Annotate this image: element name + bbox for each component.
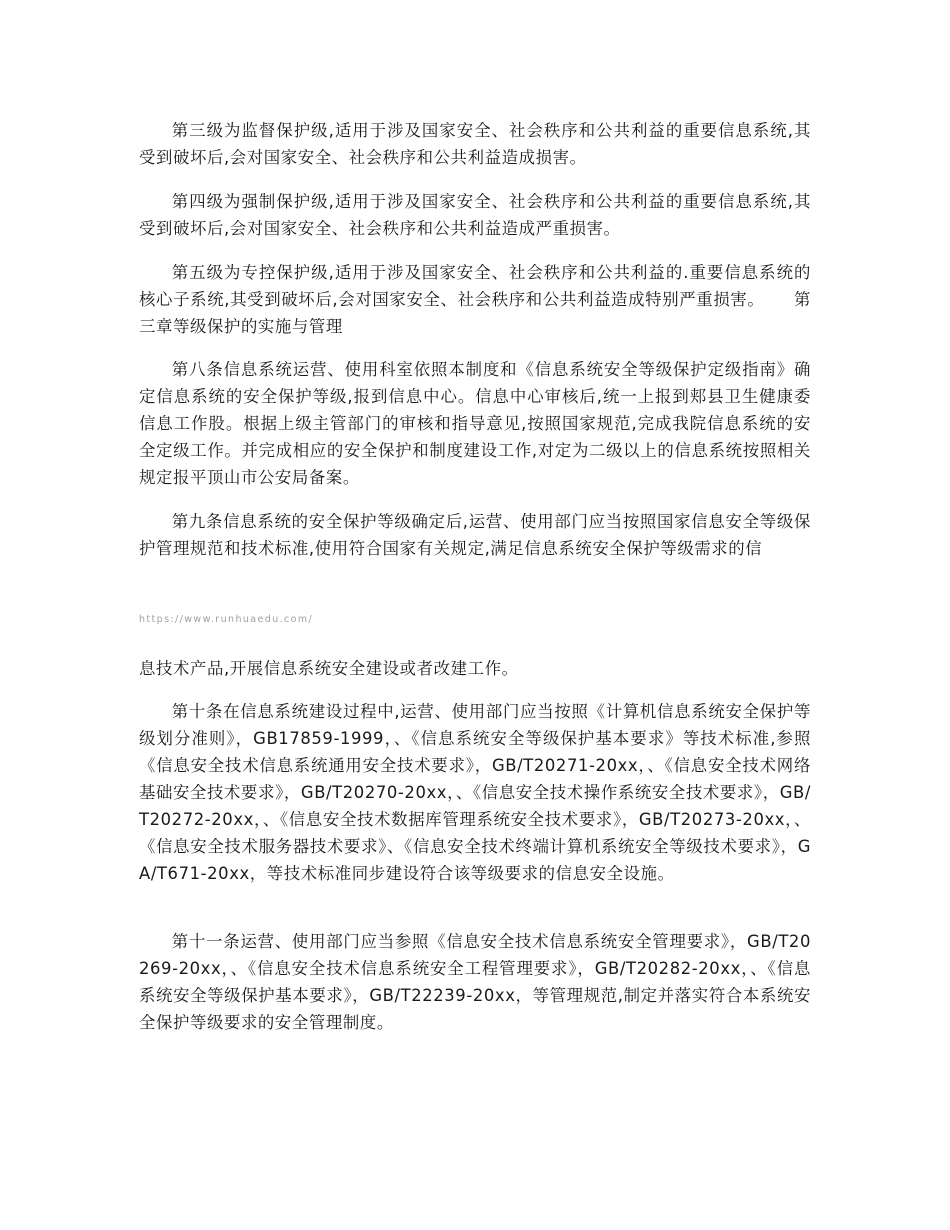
paragraph-article-11: [139, 928, 811, 1036]
paragraph-text: 第十一条运营、使用部门应当参照《信息安全技术信息系统安全管理要求》，GB/T20269-20xx，、《信息安全技术信息系统安全工程管理要求》，GB/T20282-20xx，、《信息系统安全等级保护基本要求》，GB/T22239-20xx，等管理规范,制定并落实符合本系统安全保护等级要求的安全管理制度。: [139, 932, 811, 1032]
paragraph-level-3: [139, 117, 811, 171]
page-break-url[interactable]: https://www.runhuaedu.com/: [139, 614, 314, 625]
paragraph-text: 第九条信息系统的安全保护等级确定后,运营、使用部门应当按照国家信息安全等级保护管理规范和技术标准,使用符合国家有关规定,满足信息系统安全保护等级需求的信: [139, 512, 811, 558]
paragraph-article-9-continued: [139, 655, 811, 682]
paragraph-level-4: [139, 188, 811, 242]
paragraph-text: 第十条在信息系统建设过程中,运营、使用部门应当按照《计算机信息系统安全保护等级划分准则》，GB17859-1999，、《信息系统安全等级保护基本要求》等技术标准,参照《信息安全技术信息系统通用安全技术要求》，GB/T20271-20xx，、《信息安全技术网络基础安全技术要求》，GB/T20270-20xx，、《信息安全技术操作系统安全技术要求》，GB/T20272-20xx，、《信息安全技术数据库管理系统安全技术要求》，GB/T20273-20xx，、《信息安全技术服务器技术要求》、《信息安全技术终端计算机系统安全等级技术要求》，GA/T671-20xx，等技术标准同步建设符合该等级要求的信息安全设施。: [139, 702, 811, 883]
paragraph-text: 第八条信息系统运营、使用科室依照本制度和《信息系统安全等级保护定级指南》确定信息系统的安全保护等级,报到信息中心。信息中心审核后,统一上报到郏县卫生健康委信息工作股。根据上级主管部门的审核和指导意见,按照国家规范,完成我院信息系统的安全定级工作。并完成相应的安全保护和制度建设工作,对定为二级以上的信息系统按照相关规定报平顶山市公安局备案。: [139, 360, 811, 487]
paragraph-article-9: [139, 508, 811, 562]
paragraph-text: 第三级为监督保护级,适用于涉及国家安全、社会秩序和公共利益的重要信息系统,其受到破坏后,会对国家安全、社会秩序和公共利益造成损害。: [139, 121, 811, 167]
paragraph-body: 第五级为专控保护级,适用于涉及国家安全、社会秩序和公共利益的.重要信息系统的核心子系统,其受到破坏后,会对国家安全、社会秩序和公共利益造成特别严重损害。: [139, 263, 811, 309]
paragraph-article-8: [139, 356, 811, 491]
paragraph-text: 息技术产品,开展信息系统安全建设或者改建工作。: [139, 659, 519, 678]
paragraph-article-10: [139, 698, 811, 887]
paragraph-text: [139, 259, 811, 340]
chapter-heading: 第三章等级保护的实施与管理: [139, 290, 811, 336]
paragraph-text: 第四级为强制保护级,适用于涉及国家安全、社会秩序和公共利益的重要信息系统,其受到破坏后,会对国家安全、社会秩序和公共利益造成严重损害。: [139, 192, 811, 238]
paragraph-level-5: [139, 259, 811, 340]
